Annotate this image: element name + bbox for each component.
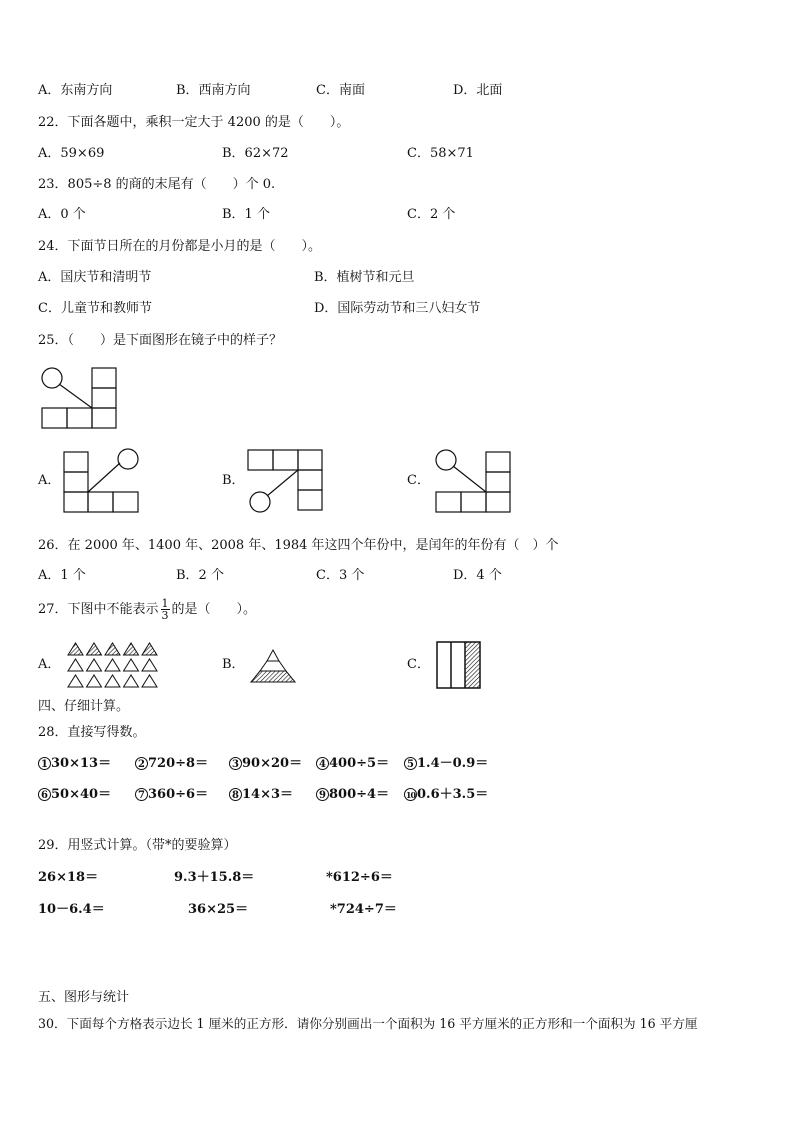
q22-option-a: A．59×69 (38, 146, 105, 161)
q29-item-3: *612÷6＝ (326, 870, 393, 885)
q29-item-1: 26×18＝ (38, 870, 99, 885)
q26-option-b: B．2 个 (176, 568, 224, 583)
q28-item-4-expr: 400÷5＝ (329, 756, 390, 771)
q24-option-d: D．国际劳动节和三八妇女节 (314, 301, 481, 316)
q28-item-3-number: 3 (229, 757, 242, 770)
q21-option-d: D．北面 (453, 83, 503, 98)
triangle (105, 659, 120, 671)
q28-item-6-expr: 50×40＝ (51, 787, 112, 802)
q28-item-9 (316, 787, 389, 803)
triangle (87, 675, 102, 687)
shaded-triangle (68, 643, 83, 655)
q27-stem-after: 的是（ ）。 (171, 602, 257, 617)
q28-item-8-expr: 14×3＝ (242, 787, 294, 802)
q23-stem: 23．805÷8 的商的末尾有（ ）个 0. (38, 177, 276, 192)
q25-option-c: C． (407, 473, 430, 488)
shaded-triangle (105, 643, 120, 655)
q28-item-1-expr: 30×13＝ (51, 756, 112, 771)
q29-item-5: 36×25＝ (188, 902, 249, 917)
q29-item-4: 10－6.4＝ (38, 902, 105, 917)
triangle (142, 675, 157, 687)
q24-option-b: B．植树节和元旦 (314, 270, 415, 285)
q25-option-a-figure (62, 448, 142, 514)
q25-stem: 25．（ ）是下面图形在镜子中的样子？ (38, 333, 283, 348)
q28-item-4-number: 4 (316, 757, 329, 770)
q28-item-5 (404, 756, 488, 772)
shaded-triangle (87, 643, 102, 655)
q21-option-a: A．东南方向 (38, 83, 113, 98)
section5-title: 五、图形与统计 (38, 990, 130, 1005)
q25-option-a: A． (38, 473, 61, 488)
q27-fraction-numerator: 1 (161, 597, 169, 610)
q26-stem: 26．在 2000 年、1400 年、2008 年、1984 年这四个年份中，是闰年的年份有（ ）个 (38, 538, 559, 553)
q28-item-10 (404, 787, 488, 803)
q24-option-a: A．国庆节和清明节 (38, 270, 152, 285)
q27-fraction (161, 598, 170, 621)
q27-stem-before: 27．下图中不能表示 (38, 602, 159, 617)
q27-option-b-pyramid-figure (248, 647, 300, 685)
q27-stem (38, 597, 256, 623)
q21-option-c: C．南面 (316, 83, 365, 98)
q26-option-a: A．1 个 (38, 568, 86, 583)
q28-item-7-number: 7 (135, 788, 148, 801)
q25-option-b: B． (222, 473, 245, 488)
q25-option-b-figure (246, 448, 326, 514)
q29-item-2: 9.3＋15.8＝ (174, 870, 255, 885)
shaded-triangle (124, 643, 139, 655)
q28-item-9-expr: 800÷4＝ (329, 787, 390, 802)
q22-stem: 22．下面各题中，乘积一定大于 4200 的是（ ）。 (38, 115, 350, 130)
q29-item-6: *724÷7＝ (330, 902, 397, 917)
q25-option-c-figure (432, 448, 514, 514)
q27-option-a: A． (38, 657, 61, 672)
q29-stem: 29．用竖式计算。（带*的要验算） (38, 838, 237, 853)
q27-option-a-triangles-figure (66, 641, 166, 689)
q22-option-b: B．62×72 (222, 146, 289, 161)
q28-item-8-number: 8 (229, 788, 242, 801)
triangle (68, 675, 83, 687)
triangle (124, 659, 139, 671)
section4-title: 四、仔细计算。 (38, 699, 130, 714)
q28-item-2-expr: 720÷8＝ (148, 756, 209, 771)
q28-item-2-number: 2 (135, 757, 148, 770)
q28-stem: 28．直接写得数。 (38, 725, 146, 740)
q28-item-8 (229, 787, 293, 803)
q28-item-6 (38, 787, 111, 803)
q27-option-c: C． (407, 657, 430, 672)
q23-option-c: C．2 个 (407, 207, 456, 222)
q28-item-1 (38, 756, 111, 772)
q25-original-figure (38, 362, 118, 432)
q22-option-c: C．58×71 (407, 146, 474, 161)
q28-item-1-number: 1 (38, 757, 51, 770)
q28-item-4 (316, 756, 389, 772)
q28-item-7-expr: 360÷6＝ (148, 787, 209, 802)
q28-item-10-expr: 0.6＋3.5＝ (417, 787, 489, 802)
q28-item-5-expr: 1.4－0.9＝ (417, 756, 489, 771)
triangle (124, 675, 139, 687)
q27-option-c-rectangle-figure (435, 640, 485, 690)
q30-stem: 30．下面每个方格表示边长 1 厘米的正方形．请你分别画出一个面积为 16 平方厘米的正方形和一个面积为 16 平方厘 (38, 1016, 698, 1031)
q28-item-6-number: 6 (38, 788, 51, 801)
q28-item-5-number: 5 (404, 757, 417, 770)
q24-option-c: C．儿童节和教师节 (38, 301, 152, 316)
q28-item-3 (229, 756, 302, 772)
triangle (142, 659, 157, 671)
q23-option-b: B．1 个 (222, 207, 270, 222)
triangle (87, 659, 102, 671)
q28-item-3-expr: 90×20＝ (242, 756, 303, 771)
q23-option-a: A．0 个 (38, 207, 86, 222)
q26-option-c: C．3 个 (316, 568, 365, 583)
q28-item-10-number: 10 (405, 790, 416, 800)
shaded-triangle (142, 643, 157, 655)
q26-option-d: D．4 个 (453, 568, 502, 583)
q27-fraction-denominator: 3 (161, 609, 169, 622)
q24-stem: 24．下面节日所在的月份都是小月的是（ ）。 (38, 239, 322, 254)
triangle (68, 659, 83, 671)
q21-option-b: B．西南方向 (176, 83, 251, 98)
q28-item-7 (135, 787, 208, 803)
triangle (105, 675, 120, 687)
q28-item-2 (135, 756, 208, 772)
q27-option-b: B． (222, 657, 245, 672)
q28-item-9-number: 9 (316, 788, 329, 801)
